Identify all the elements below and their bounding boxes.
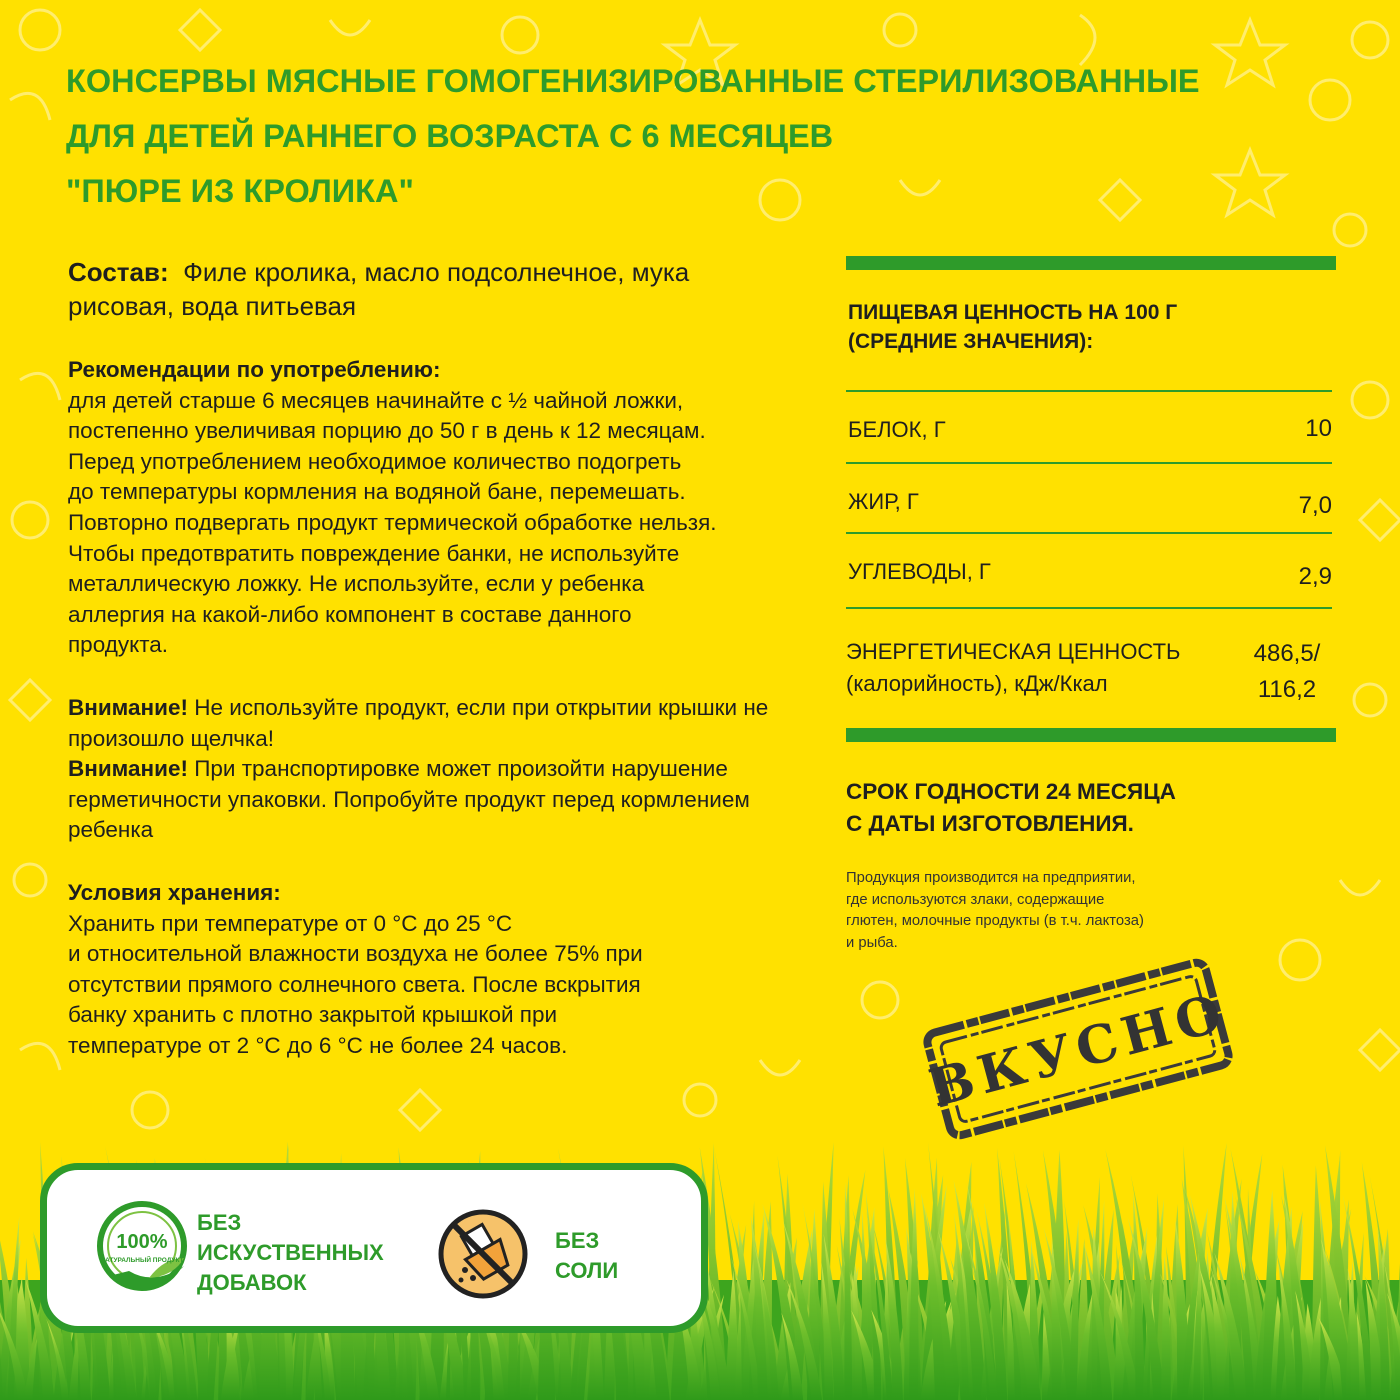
storage-line: и относительной влажности воздуха не более 75% при xyxy=(68,941,643,967)
storage-line: банку хранить с плотно закрытой крышкой при xyxy=(68,1002,558,1028)
divider xyxy=(846,532,1332,534)
energy-value xyxy=(1242,636,1332,708)
production-note-line: и рыба. xyxy=(846,934,898,951)
warning-text: Не используйте продукт, если при открытии крышки не произошло щелчка! xyxy=(68,695,769,751)
nutrition-row-value-protein: 10 xyxy=(1305,415,1332,442)
nutrition-top-bar xyxy=(846,256,1336,270)
divider xyxy=(846,607,1332,609)
warning-text: При транспортировке может произойти нарушение герметичности упаковки. Попробуйте продукт перед кормлением ребенка xyxy=(68,756,750,843)
no-salt-line: СОЛИ xyxy=(555,1258,619,1283)
nutrition-heading-line: ПИЩЕВАЯ ЦЕННОСТЬ НА 100 Г xyxy=(848,301,1178,324)
recommendations-line: Чтобы предотвратить повреждение банки, не используйте xyxy=(68,540,680,566)
recommendations-heading: Рекомендации по употреблению: xyxy=(68,357,441,382)
features-badge xyxy=(40,1163,708,1333)
warning-item xyxy=(68,754,808,846)
recommendations-line: Перед употреблением необходимое количество подогреть xyxy=(68,448,682,474)
title-line-1: КОНСЕРВЫ МЯСНЫЕ ГОМОГЕНИЗИРОВАННЫЕ СТЕРИЛИЗОВАННЫЕ xyxy=(66,63,1200,99)
recommendations-line: до температуры кормления на водяной бане, перемешать. xyxy=(68,479,686,505)
recommendations-line: для детей старше 6 месяцев начинайте с ½ чайной ложки, xyxy=(68,387,684,413)
production-note xyxy=(846,868,1246,954)
storage-section xyxy=(68,878,808,1062)
seal-text: НАТУРАЛЬНЫЙ ПРОДУКТ xyxy=(100,1257,184,1264)
shelf-life xyxy=(846,776,1176,840)
shelf-life-line: С ДАТЫ ИЗГОТОВЛЕНИЯ. xyxy=(846,811,1134,836)
warning-item xyxy=(68,693,808,754)
no-salt-line: БЕЗ xyxy=(555,1228,600,1253)
warning-label: Внимание! xyxy=(68,695,188,720)
warning-label: Внимание! xyxy=(68,756,188,782)
recommendations-line: аллергия на какой-либо компонент в составе данного xyxy=(68,601,632,627)
energy-label-line: (калорийность), кДж/Ккал xyxy=(846,671,1108,696)
storage-heading: Условия хранения: xyxy=(68,880,281,905)
no-salt-icon xyxy=(435,1206,531,1302)
nutrition-row-label-fat: ЖИР, Г xyxy=(848,489,919,514)
recommendations-line: Повторно подвергать продукт термической обработке нельзя. xyxy=(68,509,717,535)
recommendations-line: металлическую ложку. Не используйте, если у ребенка xyxy=(68,571,645,597)
nutrition-row-value-fat: 7,0 xyxy=(1298,492,1332,519)
composition-section xyxy=(68,255,788,323)
composition-text: Филе кролика, масло подсолнечное, мука рисовая, вода питьевая xyxy=(68,257,690,321)
nutrition-row-label-carbs: УГЛЕВОДЫ, Г xyxy=(848,559,991,584)
shelf-life-line: СРОК ГОДНОСТИ 24 МЕСЯЦА xyxy=(846,779,1176,804)
no-additives-text xyxy=(197,1208,384,1298)
nutrition-bottom-bar xyxy=(846,728,1336,742)
recommendations-line: постепенно увеличивая порцию до 50 г в день к 12 месяцам. xyxy=(68,418,706,444)
no-additives-line: ДОБАВОК xyxy=(197,1270,307,1295)
divider xyxy=(846,390,1332,392)
production-note-line: глютен, молочные продукты (в т.ч. лактоза) xyxy=(846,913,1144,929)
recommendations-line: продукта. xyxy=(68,632,169,658)
nutrition-row-label-protein: БЕЛОК, Г xyxy=(848,417,946,442)
composition-label: Состав: xyxy=(68,257,169,287)
title-line-2: ДЛЯ ДЕТЕЙ РАННЕГО ВОЗРАСТА С 6 МЕСЯЦЕВ xyxy=(66,118,834,154)
production-note-line: где используются злаки, содержащие xyxy=(846,891,1105,908)
energy-value-line: 116,2 xyxy=(1257,676,1317,703)
recommendations-section xyxy=(68,355,808,661)
energy-label-line: ЭНЕРГЕТИЧЕСКАЯ ЦЕННОСТЬ xyxy=(846,639,1181,664)
energy-value-line: 486,5/ xyxy=(1253,640,1321,667)
seal-percent: 100% xyxy=(116,1231,168,1253)
nutrition-heading xyxy=(848,298,1177,356)
energy-label xyxy=(846,636,1180,700)
warnings-section xyxy=(68,693,808,846)
storage-line: Хранить при температуре от 0 °С до 25 °С xyxy=(68,910,513,936)
nutrition-row-value-carbs: 2,9 xyxy=(1298,563,1332,590)
storage-line: отсутствии прямого солнечного света. После вскрытия xyxy=(68,971,641,997)
product-title xyxy=(66,54,1346,219)
natural-product-seal-icon xyxy=(89,1198,195,1298)
nutrition-heading-line: (СРЕДНИЕ ЗНАЧЕНИЯ): xyxy=(848,330,1094,353)
divider xyxy=(846,462,1332,464)
no-additives-line: БЕЗ xyxy=(197,1210,242,1235)
no-additives-line: ИСКУСТВЕННЫХ xyxy=(197,1240,384,1265)
stamp-text: ВКУСНО xyxy=(923,981,1234,1120)
storage-line: температуре от 2 °С до 6 °С не более 24 часов. xyxy=(68,1032,568,1058)
production-note-line: Продукция производится на предприятии, xyxy=(846,870,1136,886)
title-line-3: "ПЮРЕ ИЗ КРОЛИКА" xyxy=(66,173,414,209)
no-salt-text xyxy=(555,1226,618,1286)
